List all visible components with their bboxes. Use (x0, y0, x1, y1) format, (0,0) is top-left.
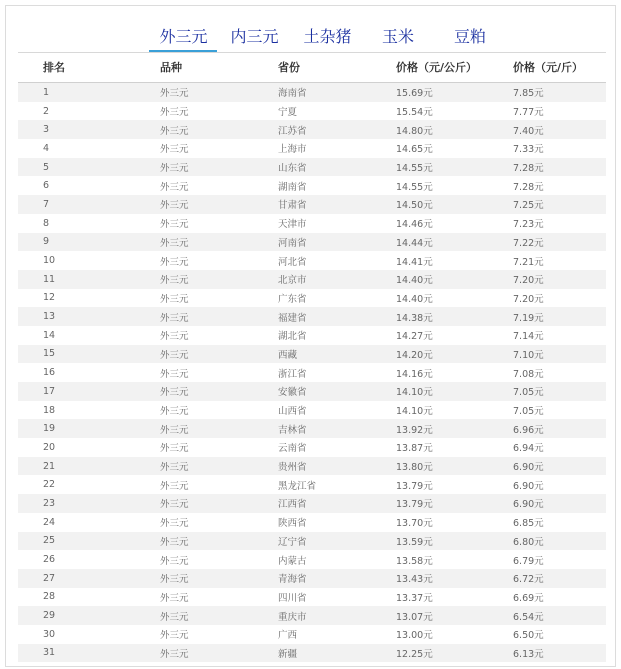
cell-province: 山西省 (278, 401, 396, 420)
table-row (18, 307, 606, 326)
cell-price-jin: 6.72元 (513, 569, 606, 588)
table-row (18, 83, 606, 102)
cell-price-kg: 14.27元 (396, 326, 513, 345)
cell-province: 河南省 (278, 233, 396, 252)
cell-rank: 17 (18, 382, 160, 401)
cell-rank: 18 (18, 401, 160, 420)
cell-rank: 13 (18, 307, 160, 326)
cell-price-jin: 7.85元 (513, 83, 606, 102)
table-row (18, 158, 606, 177)
table-row (18, 251, 606, 270)
cell-price-kg: 15.54元 (396, 102, 513, 121)
cell-price-kg: 13.07元 (396, 606, 513, 625)
cell-variety: 外三元 (160, 307, 278, 326)
cell-price-kg: 12.25元 (396, 644, 513, 663)
cell-variety: 外三元 (160, 120, 278, 139)
cell-province: 吉林省 (278, 419, 396, 438)
table-row (18, 233, 606, 252)
cell-variety: 外三元 (160, 176, 278, 195)
cell-province: 安徽省 (278, 382, 396, 401)
cell-rank: 5 (18, 158, 160, 177)
cell-province: 广西 (278, 625, 396, 644)
cell-price-jin: 6.69元 (513, 588, 606, 607)
header-price-jin: 价格（元/斤） (513, 52, 606, 83)
price-table (18, 52, 606, 662)
cell-price-kg: 14.41元 (396, 251, 513, 270)
cell-rank: 7 (18, 195, 160, 214)
cell-rank: 4 (18, 139, 160, 158)
header-province: 省份 (278, 52, 396, 83)
cell-price-jin: 6.90元 (513, 457, 606, 476)
cell-variety: 外三元 (160, 419, 278, 438)
tab-bar (6, 12, 617, 52)
cell-variety: 外三元 (160, 457, 278, 476)
cell-rank: 14 (18, 326, 160, 345)
cell-variety: 外三元 (160, 494, 278, 513)
table-row (18, 176, 606, 195)
cell-rank: 19 (18, 419, 160, 438)
header-variety: 品种 (160, 52, 278, 83)
cell-price-jin: 7.25元 (513, 195, 606, 214)
table-row (18, 644, 606, 663)
cell-province: 山东省 (278, 158, 396, 177)
table-row (18, 326, 606, 345)
cell-province: 海南省 (278, 83, 396, 102)
table-row (18, 270, 606, 289)
table-row (18, 438, 606, 457)
cell-variety: 外三元 (160, 270, 278, 289)
tab-tu-za-zhu[interactable]: 土杂猪 (303, 27, 352, 46)
table-row (18, 532, 606, 551)
cell-variety: 外三元 (160, 588, 278, 607)
cell-variety: 外三元 (160, 532, 278, 551)
cell-price-jin: 7.28元 (513, 176, 606, 195)
cell-price-jin: 6.13元 (513, 644, 606, 663)
table-row (18, 606, 606, 625)
tab-dou-po[interactable]: 豆粕 (453, 27, 486, 46)
cell-price-jin: 7.40元 (513, 120, 606, 139)
cell-price-kg: 13.37元 (396, 588, 513, 607)
cell-variety: 外三元 (160, 513, 278, 532)
cell-rank: 1 (18, 83, 160, 102)
cell-variety: 外三元 (160, 606, 278, 625)
table-header-row (18, 52, 606, 83)
cell-price-kg: 14.55元 (396, 176, 513, 195)
cell-price-kg: 15.69元 (396, 83, 513, 102)
cell-rank: 16 (18, 363, 160, 382)
cell-price-kg: 13.59元 (396, 532, 513, 551)
cell-rank: 10 (18, 251, 160, 270)
cell-price-jin: 7.28元 (513, 158, 606, 177)
cell-price-jin: 6.90元 (513, 475, 606, 494)
cell-variety: 外三元 (160, 438, 278, 457)
cell-price-jin: 7.77元 (513, 102, 606, 121)
price-panel (5, 5, 616, 667)
table-row (18, 475, 606, 494)
cell-province: 云南省 (278, 438, 396, 457)
table-row (18, 588, 606, 607)
cell-variety: 外三元 (160, 326, 278, 345)
cell-rank: 11 (18, 270, 160, 289)
table-row (18, 195, 606, 214)
cell-variety: 外三元 (160, 345, 278, 364)
cell-price-jin: 7.14元 (513, 326, 606, 345)
cell-price-kg: 13.58元 (396, 550, 513, 569)
cell-province: 广东省 (278, 289, 396, 308)
cell-province: 青海省 (278, 569, 396, 588)
cell-price-kg: 14.55元 (396, 158, 513, 177)
cell-rank: 29 (18, 606, 160, 625)
tab-nei-san-yuan[interactable]: 内三元 (230, 27, 279, 46)
cell-province: 辽宁省 (278, 532, 396, 551)
cell-price-jin: 7.05元 (513, 401, 606, 420)
table-row (18, 401, 606, 420)
cell-price-kg: 13.70元 (396, 513, 513, 532)
cell-province: 重庆市 (278, 606, 396, 625)
table-row (18, 419, 606, 438)
cell-province: 福建省 (278, 307, 396, 326)
cell-rank: 26 (18, 550, 160, 569)
cell-price-kg: 14.20元 (396, 345, 513, 364)
cell-province: 黑龙江省 (278, 475, 396, 494)
cell-price-jin: 6.80元 (513, 532, 606, 551)
cell-variety: 外三元 (160, 382, 278, 401)
cell-price-jin: 7.21元 (513, 251, 606, 270)
cell-province: 新疆 (278, 644, 396, 663)
table-body (18, 83, 606, 663)
cell-variety: 外三元 (160, 475, 278, 494)
cell-price-kg: 13.79元 (396, 475, 513, 494)
cell-price-kg: 13.00元 (396, 625, 513, 644)
cell-rank: 22 (18, 475, 160, 494)
cell-rank: 21 (18, 457, 160, 476)
cell-variety: 外三元 (160, 214, 278, 233)
cell-variety: 外三元 (160, 401, 278, 420)
cell-price-jin: 6.85元 (513, 513, 606, 532)
table-row (18, 569, 606, 588)
cell-province: 江苏省 (278, 120, 396, 139)
table-row (18, 139, 606, 158)
cell-price-kg: 14.50元 (396, 195, 513, 214)
cell-price-jin: 7.22元 (513, 233, 606, 252)
cell-variety: 外三元 (160, 363, 278, 382)
cell-province: 四川省 (278, 588, 396, 607)
tab-wai-san-yuan[interactable]: 外三元 (159, 27, 208, 46)
table-row (18, 513, 606, 532)
cell-province: 甘肃省 (278, 195, 396, 214)
cell-rank: 25 (18, 532, 160, 551)
cell-price-kg: 14.10元 (396, 401, 513, 420)
cell-rank: 9 (18, 233, 160, 252)
cell-rank: 31 (18, 644, 160, 663)
cell-price-kg: 14.38元 (396, 307, 513, 326)
cell-province: 内蒙古 (278, 550, 396, 569)
cell-variety: 外三元 (160, 550, 278, 569)
cell-variety: 外三元 (160, 569, 278, 588)
cell-variety: 外三元 (160, 195, 278, 214)
cell-price-jin: 7.10元 (513, 345, 606, 364)
table-row (18, 457, 606, 476)
cell-price-jin: 6.96元 (513, 419, 606, 438)
tab-yu-mi[interactable]: 玉米 (381, 27, 414, 46)
table-row (18, 102, 606, 121)
table-row (18, 494, 606, 513)
table-row (18, 363, 606, 382)
table-row (18, 120, 606, 139)
header-price-kg: 价格（元/公斤） (396, 52, 513, 83)
cell-province: 上海市 (278, 139, 396, 158)
cell-rank: 27 (18, 569, 160, 588)
cell-rank: 12 (18, 289, 160, 308)
cell-price-jin: 7.05元 (513, 382, 606, 401)
cell-variety: 外三元 (160, 102, 278, 121)
cell-price-jin: 6.50元 (513, 625, 606, 644)
cell-province: 贵州省 (278, 457, 396, 476)
cell-price-kg: 13.80元 (396, 457, 513, 476)
cell-rank: 20 (18, 438, 160, 457)
cell-rank: 8 (18, 214, 160, 233)
cell-variety: 外三元 (160, 289, 278, 308)
cell-rank: 24 (18, 513, 160, 532)
table-row (18, 625, 606, 644)
cell-price-jin: 6.54元 (513, 606, 606, 625)
cell-price-kg: 14.40元 (396, 270, 513, 289)
cell-price-jin: 7.23元 (513, 214, 606, 233)
cell-province: 湖北省 (278, 326, 396, 345)
cell-variety: 外三元 (160, 251, 278, 270)
cell-province: 陕西省 (278, 513, 396, 532)
cell-price-kg: 14.40元 (396, 289, 513, 308)
cell-price-kg: 14.80元 (396, 120, 513, 139)
cell-price-jin: 7.08元 (513, 363, 606, 382)
cell-price-kg: 14.16元 (396, 363, 513, 382)
cell-price-kg: 13.79元 (396, 494, 513, 513)
cell-variety: 外三元 (160, 83, 278, 102)
cell-price-kg: 13.43元 (396, 569, 513, 588)
header-rank: 排名 (18, 52, 160, 83)
cell-province: 西藏 (278, 345, 396, 364)
cell-province: 河北省 (278, 251, 396, 270)
cell-province: 湖南省 (278, 176, 396, 195)
cell-price-kg: 13.92元 (396, 419, 513, 438)
cell-price-jin: 7.33元 (513, 139, 606, 158)
table-row (18, 345, 606, 364)
cell-price-jin: 6.79元 (513, 550, 606, 569)
cell-province: 浙江省 (278, 363, 396, 382)
cell-province: 北京市 (278, 270, 396, 289)
cell-variety: 外三元 (160, 625, 278, 644)
cell-variety: 外三元 (160, 139, 278, 158)
cell-variety: 外三元 (160, 233, 278, 252)
cell-price-jin: 7.19元 (513, 307, 606, 326)
cell-rank: 15 (18, 345, 160, 364)
cell-variety: 外三元 (160, 644, 278, 663)
cell-rank: 2 (18, 102, 160, 121)
cell-rank: 3 (18, 120, 160, 139)
cell-price-jin: 7.20元 (513, 289, 606, 308)
table-row (18, 382, 606, 401)
cell-price-jin: 6.90元 (513, 494, 606, 513)
cell-province: 天津市 (278, 214, 396, 233)
cell-price-kg: 13.87元 (396, 438, 513, 457)
cell-price-kg: 14.65元 (396, 139, 513, 158)
cell-rank: 23 (18, 494, 160, 513)
cell-price-kg: 14.10元 (396, 382, 513, 401)
cell-price-jin: 6.94元 (513, 438, 606, 457)
cell-variety: 外三元 (160, 158, 278, 177)
table-row (18, 550, 606, 569)
cell-price-jin: 7.20元 (513, 270, 606, 289)
cell-rank: 30 (18, 625, 160, 644)
cell-price-kg: 14.46元 (396, 214, 513, 233)
cell-price-kg: 14.44元 (396, 233, 513, 252)
cell-rank: 6 (18, 176, 160, 195)
table-row (18, 214, 606, 233)
cell-province: 江西省 (278, 494, 396, 513)
cell-rank: 28 (18, 588, 160, 607)
cell-province: 宁夏 (278, 102, 396, 121)
table-row (18, 289, 606, 308)
